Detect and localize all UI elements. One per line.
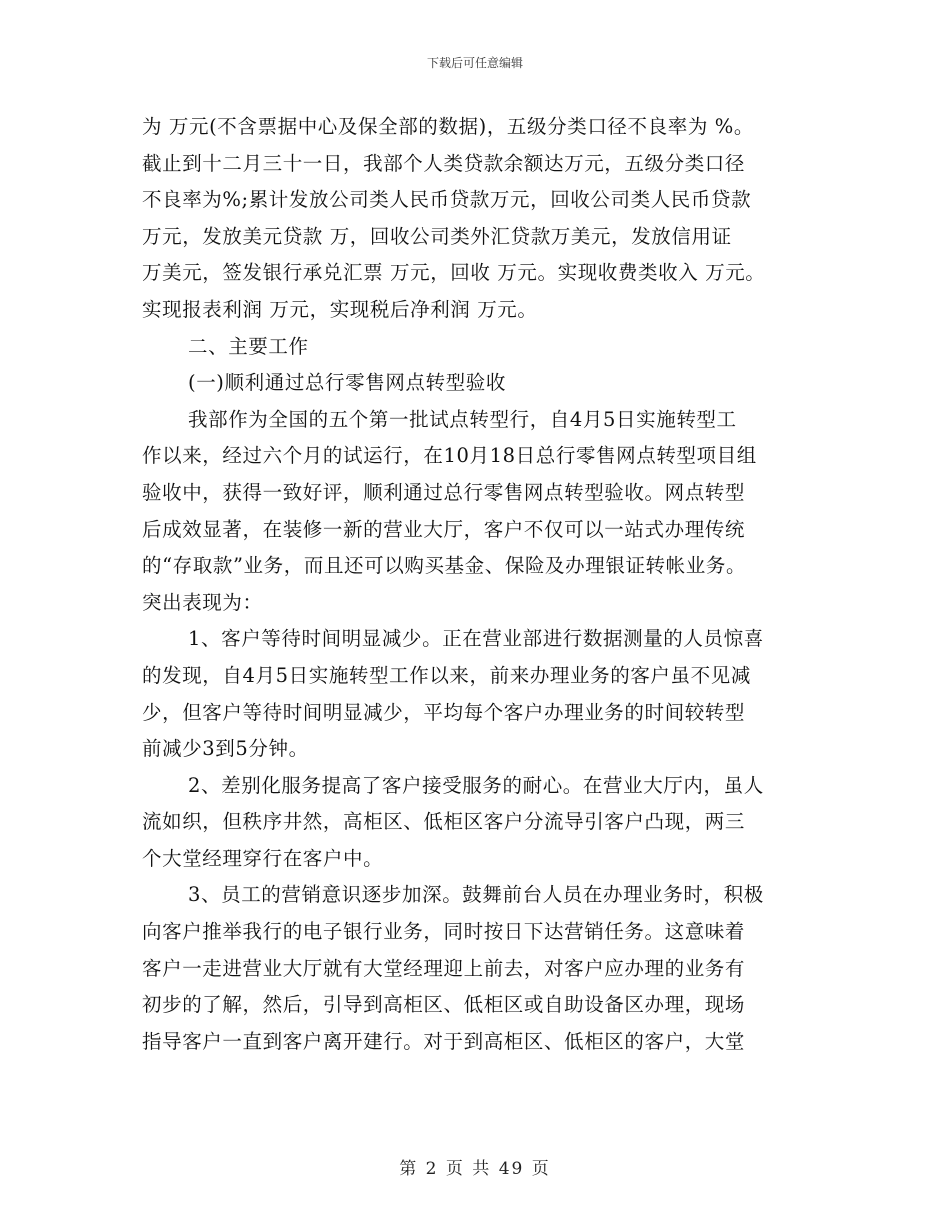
subsection-heading: (一)顺利通过总行零售网点转型验收 bbox=[188, 371, 506, 395]
text-line: 初步的了解，然后，引导到高柜区、低柜区或自助设备区办理，现场 bbox=[142, 993, 746, 1017]
section-heading: 二、主要工作 bbox=[188, 334, 309, 358]
text-line: 指导客户一直到客户离开建行。对于到高柜区、低柜区的客户，大堂 bbox=[142, 1029, 746, 1053]
text-line: 万元，发放美元贷款 万，回收公司类外汇贷款万美元，发放信用证 bbox=[142, 224, 732, 248]
text-line: 截止到十二月三十一日，我部个人类贷款余额达万元，五级分类口径 bbox=[142, 151, 746, 175]
text-line: 验收中，获得一致好评，顺利通过总行零售网点转型验收。网点转型 bbox=[142, 480, 746, 504]
text-line: 1、客户等待时间明显减少。正在营业部进行数据测量的人员惊喜 bbox=[188, 627, 764, 651]
text-line: 客户一走进营业大厅就有大堂经理迎上前去，对客户应办理的业务有 bbox=[142, 956, 746, 980]
text-line: 3、员工的营销意识逐步加深。鼓舞前台人员在办理业务时，积极 bbox=[188, 883, 764, 907]
text-line: 2、差别化服务提高了客户接受服务的耐心。在营业大厅内，虽人 bbox=[188, 773, 764, 797]
text-line: 我部作为全国的五个第一批试点转型行，自4月5日实施转型工 bbox=[188, 407, 737, 431]
text-line: 作以来，经过六个月的试运行，在10月18日总行零售网点转型项目组 bbox=[142, 444, 757, 468]
text-line: 万美元，签发银行承兑汇票 万元，回收 万元。实现收费类收入 万元。 bbox=[142, 261, 766, 285]
text-line: 突出表现为： bbox=[142, 590, 263, 614]
text-line: 少，但客户等待时间明显减少，平均每个客户办理业务的时间较转型 bbox=[142, 700, 746, 724]
document-body bbox=[142, 109, 842, 1060]
text-line: 为 万元(不含票据中心及保全部的数据)，五级分类口径不良率为 %。 bbox=[142, 115, 754, 138]
text-line: 向客户推举我行的电子银行业务，同时按日下达营销任务。这意味着 bbox=[142, 920, 746, 944]
text-line: 实现报表利润 万元，实现税后净利润 万元。 bbox=[142, 297, 538, 321]
text-line: 后成效显著，在装修一新的营业大厅，客户不仅可以一站式办理传统 bbox=[142, 517, 746, 541]
text-line: 前减少3到5分钟。 bbox=[142, 737, 309, 761]
text-line: 不良率为%;累计发放公司类人民币贷款万元，回收公司类人民币贷款 bbox=[142, 188, 752, 212]
text-line: 的发现，自4月5日实施转型工作以来，前来办理业务的客户虽不见减 bbox=[142, 663, 751, 687]
text-line: 流如织，但秩序井然，高柜区、低柜区客户分流导引客户凸现，两三 bbox=[142, 810, 746, 834]
page-header: 下载后可任意编辑 bbox=[426, 56, 523, 70]
text-line: 的“存取款”业务，而且还可以购买基金、保险及办理银证转帐业务。 bbox=[142, 554, 747, 578]
page-number: 第 2 页 共 49 页 bbox=[399, 1159, 551, 1179]
text-line: 个大堂经理穿行在客户中。 bbox=[142, 846, 384, 870]
